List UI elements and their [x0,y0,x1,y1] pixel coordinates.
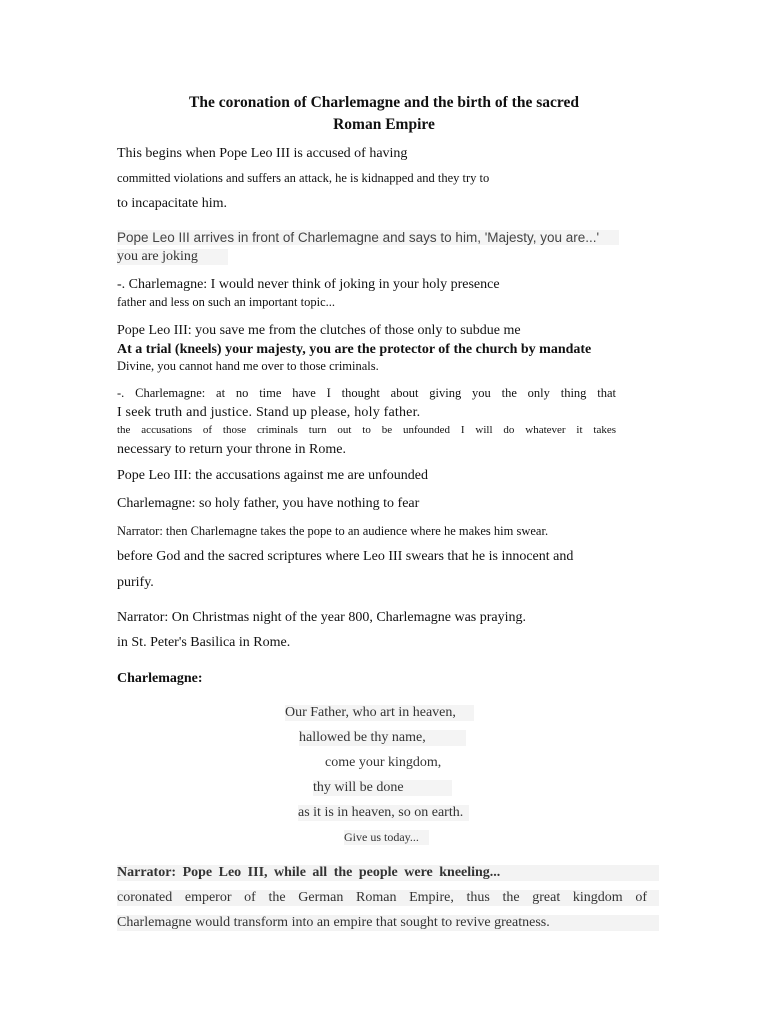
ending-line: Charlemagne would transform into an empire that sought to revive greatness. [117,915,659,931]
prayer-line: Our Father, who art in heaven, [285,705,474,721]
dialogue-line: Divine, you cannot hand me over to those criminals. [117,359,379,373]
dialogue-line: -. Charlemagne: I would never think of joking in your holy presence [117,277,500,292]
prayer-line: as it is in heaven, so on earth. [298,805,469,821]
narrator-line: in St. Peter's Basilica in Rome. [117,635,291,650]
prayer-line: hallowed be thy name, [299,730,466,746]
dialogue-line: Charlemagne: so holy father, you have nothing to fear [117,496,420,511]
narrator-line: before God and the sacred scriptures where Leo III swears that he is innocent and [117,549,574,564]
dialogue-line: Pope Leo III: the accusations against me are unfounded [117,468,429,483]
dialogue-line: Pope Leo III: you save me from the clutches of those only to subdue me [117,323,521,338]
ending-line: coronated emperor of the German Roman Empire, thus the great kingdom of [117,890,659,906]
dialogue-line: the accusations of those criminals turn out to be unfounded I will do whatever it takes [117,424,616,436]
paragraph-line: to incapacitate him. [117,196,228,211]
prayer-line: come your kingdom, [325,755,442,770]
dialogue-line: At a trial (kneels) your majesty, you are the protector of the church by mandate [117,342,592,357]
document-title-line-1: The coronation of Charlemagne and the birth of the sacred [189,94,579,111]
narrator-line: Narrator: then Charlemagne takes the pope to an audience where he makes him swear. [117,524,549,538]
dialogue-line: Pope Leo III arrives in front of Charlemagne and says to him, 'Majesty, you are...' [117,230,619,245]
dialogue-line: -. Charlemagne: at no time have I thought about giving you the only thing that [117,386,616,400]
prayer-line: thy will be done [313,780,452,796]
document-title-line-2: Roman Empire [333,116,435,133]
dialogue-line: I seek truth and justice. Stand up please, holy father. [117,405,421,420]
dialogue-line: necessary to return your throne in Rome. [117,442,346,457]
dialogue-line: father and less on such an important topic... [117,295,335,309]
prayer-line: Give us today... [344,830,429,845]
narrator-line: Narrator: On Christmas night of the year 800, Charlemagne was praying. [117,610,527,625]
ending-line: Narrator: Pope Leo III, while all the people were kneeling... [117,865,659,881]
speaker-label: Charlemagne: [117,671,203,686]
narrator-line: purify. [117,575,154,590]
paragraph-line: committed violations and suffers an attack, he is kidnapped and they try to [117,171,490,185]
paragraph-line: This begins when Pope Leo III is accused of having [117,146,408,161]
dialogue-line: you are joking [117,249,228,265]
